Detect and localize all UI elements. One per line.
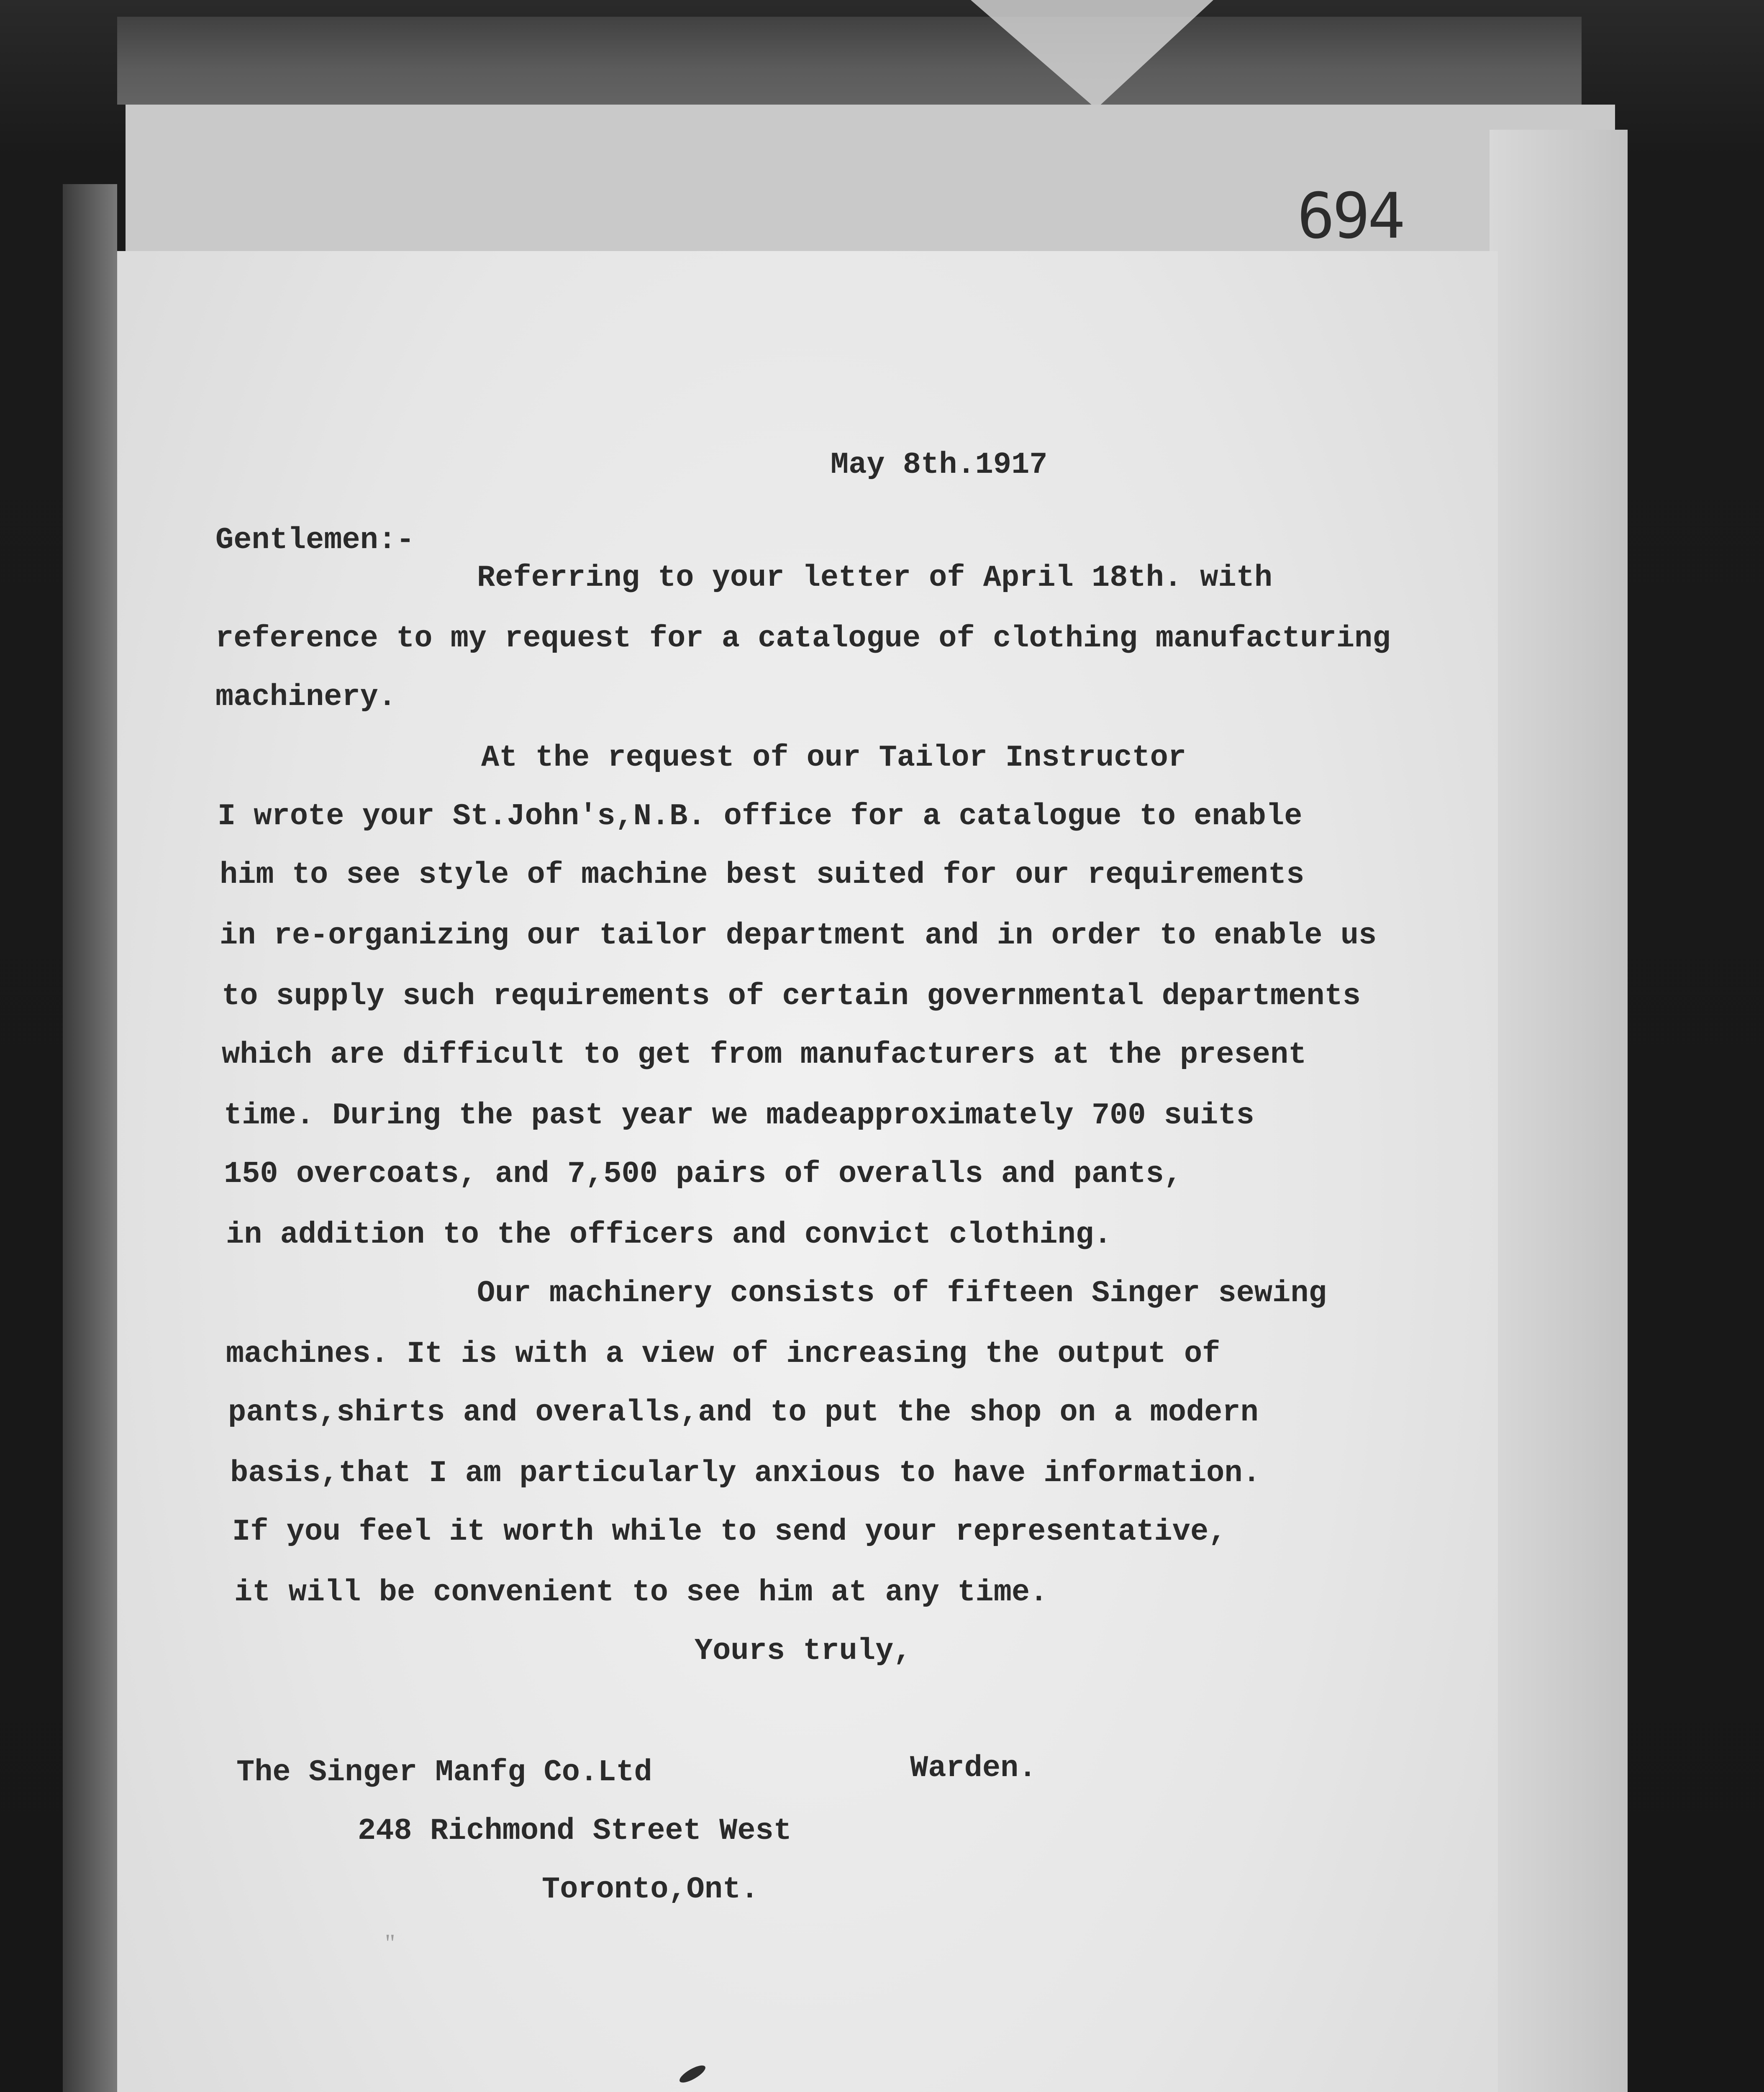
body-line: reference to my request for a catalogue of clothing manufacturing: [215, 621, 1391, 656]
body-line: time. During the past year we madeapproximately 700 suits: [224, 1098, 1254, 1133]
body-line: Our machinery consists of fifteen Singer sewing: [477, 1276, 1327, 1310]
signature-title: Warden.: [910, 1751, 1037, 1785]
pencil-mark: ": [385, 1929, 395, 1957]
body-line: 150 overcoats, and 7,500 pairs of overalls and pants,: [224, 1157, 1182, 1191]
body-line: in re-organizing our tailor department and in order to enable us: [220, 918, 1377, 953]
body-line: At the request of our Tailor Instructor: [481, 741, 1187, 775]
body-line: machines. It is with a view of increasing the output of: [226, 1337, 1220, 1371]
top-film-strip: [117, 17, 1582, 105]
body-line: in addition to the officers and convict clothing.: [226, 1218, 1112, 1252]
addressee-line: 248 Richmond Street West: [358, 1814, 792, 1848]
body-line: If you feel it worth while to send your representative,: [232, 1515, 1227, 1549]
body-line: pants,shirts and overalls,and to put the shop on a modern: [228, 1395, 1259, 1430]
body-line: machinery.: [215, 680, 397, 714]
body-line: him to see style of machine best suited for our requirements: [220, 858, 1305, 892]
left-page-edge: [63, 184, 117, 2092]
addressee-line: Toronto,Ont.: [542, 1872, 759, 1907]
salutation: Gentlemen:-: [215, 523, 415, 557]
addressee-line: The Singer Manfg Co.Ltd: [236, 1755, 652, 1789]
letter-date: May 8th.1917: [831, 448, 1048, 482]
closing: Yours truly,: [695, 1634, 912, 1668]
right-page-edge: [1490, 130, 1628, 2092]
body-line: basis,that I am particularly anxious to have information.: [230, 1456, 1261, 1490]
body-line: it will be convenient to see him at any time.: [234, 1575, 1048, 1610]
folded-corner: [971, 0, 1213, 109]
body-line: to supply such requirements of certain governmental departments: [222, 979, 1361, 1013]
body-line: I wrote your St.John's,N.B. office for a catalogue to enable: [218, 799, 1302, 833]
page-number: 694: [1297, 180, 1403, 253]
body-line: which are difficult to get from manufacturers at the present: [222, 1038, 1307, 1072]
body-line: Referring to your letter of April 18th. with: [477, 561, 1273, 595]
